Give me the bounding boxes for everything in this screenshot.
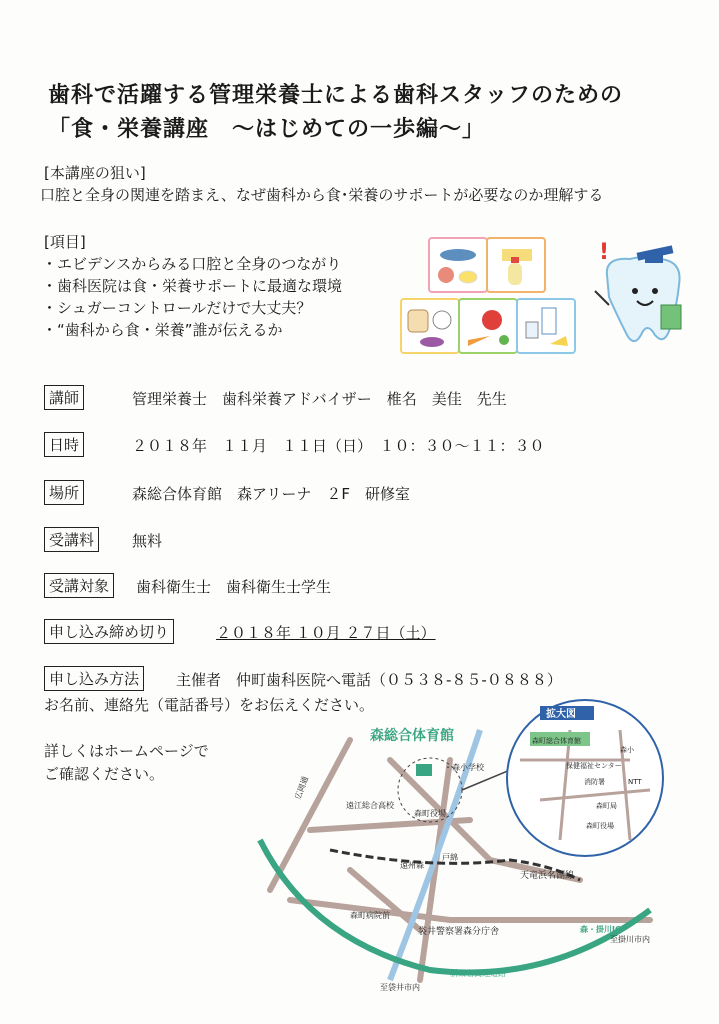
homepage-note-line-1: 詳しくはホームページで bbox=[44, 742, 209, 760]
title-line-1: 歯科で活躍する管理栄養士による歯科スタッフのための bbox=[48, 83, 624, 108]
list-item: ・“歯科から食・栄養”誰が伝えるか bbox=[42, 321, 283, 339]
map-tenryu-label: 天竜浜名湖線 bbox=[520, 871, 575, 881]
map-office-label: 森町役場 bbox=[414, 809, 446, 818]
access-map bbox=[250, 700, 710, 1000]
deadline-value: ２０１８年 １０月 ２７日（土） bbox=[216, 624, 436, 642]
deadline-label: 申し込み締め切り bbox=[44, 619, 174, 644]
map-fukuroi-label: 至袋井市内 bbox=[380, 983, 420, 992]
map-z-welfare-label: 保健福祉センター bbox=[566, 762, 622, 770]
aim-text: 口腔と全身の関連を踏まえ、なぜ歯科から食･栄養のサポートが必要なのか理解する bbox=[40, 186, 604, 204]
fee-row bbox=[44, 527, 99, 552]
date-value: ２０１８年 １１月 １１日（日） １０：３０～１１：３０ bbox=[132, 437, 545, 455]
method-value: 主催者 仲町歯科医院へ電話（０５３８-８５-０８８８） bbox=[176, 671, 562, 689]
map-z-ntt-label: NTT bbox=[628, 778, 642, 786]
fee-value: 無料 bbox=[132, 532, 163, 550]
tooth-mascot-icon bbox=[585, 235, 695, 355]
map-hs-label: 遠江総合高校 bbox=[346, 801, 394, 810]
map-tojiro-label: 戸綿 bbox=[442, 853, 458, 862]
list-item: ・シュガーコントロールだけで大丈夫？ bbox=[42, 299, 312, 317]
date-label: 日時 bbox=[44, 432, 84, 457]
svg-text:!: ! bbox=[599, 240, 610, 265]
map-venue-label: 森総合体育館 bbox=[370, 728, 454, 744]
place-row bbox=[44, 480, 84, 505]
fish-meat-egg-icon bbox=[428, 237, 488, 293]
lecturer-label: 講師 bbox=[44, 385, 84, 410]
map-z-post-label: 森町局 bbox=[596, 802, 617, 810]
deadline-row bbox=[44, 619, 174, 644]
target-row bbox=[44, 573, 114, 598]
place-value: 森総合体育館 森アリーナ ２F 研修室 bbox=[132, 485, 411, 503]
map-ic-label: 森・掛川IC bbox=[580, 925, 621, 934]
method-note: お名前、連絡先（電話番号）をお伝えください。 bbox=[44, 696, 375, 714]
lecturer-value: 管理栄養士 歯科栄養アドバイザー 椎名 美佳 先生 bbox=[132, 390, 507, 408]
venue-marker bbox=[416, 764, 432, 776]
items-list bbox=[42, 253, 342, 341]
items-heading: [項目] bbox=[44, 233, 86, 251]
map-police-label: 袋井警察署森分庁舎 bbox=[418, 927, 500, 937]
butter-mayonnaise-icon bbox=[486, 237, 546, 293]
title-line-2: 「食・栄養講座 ～はじめての一歩編～」 bbox=[48, 117, 486, 142]
map-elem-label: ・森小学校 bbox=[444, 763, 484, 772]
target-value: 歯科衛生士 歯科衛生士学生 bbox=[136, 578, 332, 596]
map-z-fire-label: 消防署 bbox=[584, 778, 605, 786]
homepage-note-line-2: ご確認ください。 bbox=[44, 765, 165, 783]
map-enshumori-label: 遠州森 bbox=[400, 861, 424, 870]
map-kakegawa-label: 至掛川市内 bbox=[610, 935, 650, 944]
map-z-venue-label: 森町総合体育館 bbox=[532, 737, 581, 745]
aim-heading: [本講座の狙い] bbox=[44, 164, 146, 182]
place-label: 場所 bbox=[44, 480, 84, 505]
map-zoom-label: 拡大図 bbox=[546, 709, 576, 720]
map-hospital-label: 森町病院前 bbox=[350, 911, 390, 920]
method-row bbox=[44, 666, 144, 691]
date-row bbox=[44, 432, 84, 457]
map-z-school-label: 森小 bbox=[620, 746, 634, 754]
map-hirooka-label: 広岡通 bbox=[293, 775, 311, 801]
method-label: 申し込み方法 bbox=[44, 666, 144, 691]
target-label: 受講対象 bbox=[44, 573, 114, 598]
fee-label: 受講料 bbox=[44, 527, 99, 552]
list-item: ・歯科医院は食・栄養サポートに最適な環境 bbox=[42, 277, 343, 295]
vegetables-icon bbox=[458, 298, 518, 354]
lecturer-row bbox=[44, 385, 84, 410]
map-z-office-label: 森町役場 bbox=[586, 822, 614, 830]
map-shintomei-label: 新東名高速道路 bbox=[450, 969, 506, 978]
bread-potato-icon bbox=[400, 298, 460, 354]
list-item: ・エビデンスからみる口腔と全身のつながり bbox=[42, 255, 342, 273]
milk-cheese-icon bbox=[516, 298, 576, 354]
